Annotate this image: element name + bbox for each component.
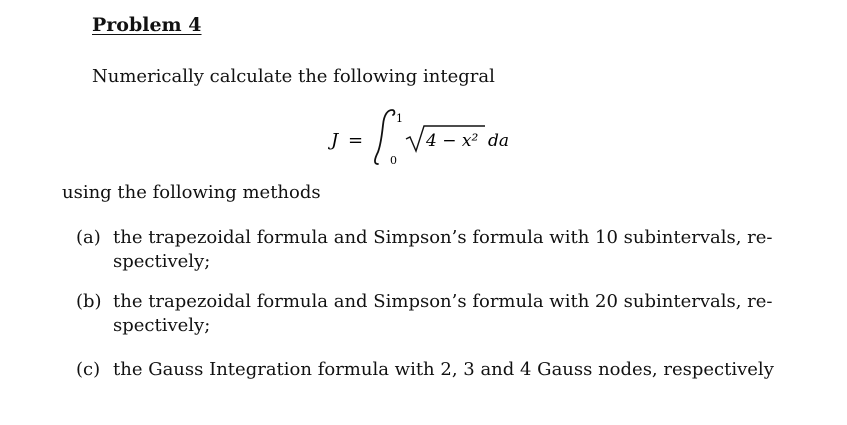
equation-equals: = xyxy=(348,130,364,151)
method-label-c: (c) xyxy=(76,359,101,380)
method-a-line-2: spectively; xyxy=(113,251,211,272)
method-c-line-1: the Gauss Integration formula with 2, 3 and 4 Gauss nodes, respectively xyxy=(113,359,774,380)
method-item-c xyxy=(76,358,796,382)
methods-lead: using the following methods xyxy=(62,182,321,203)
equation-lhs: J xyxy=(331,130,339,151)
integral-differential: da xyxy=(488,131,510,151)
method-b-line-1: the trapezoidal formula and Simpson’s formula with 20 subintervals, re- xyxy=(113,291,773,312)
problem-title: Problem 4 xyxy=(92,14,202,36)
integral-lower-limit: 0 xyxy=(390,154,397,167)
integral-equation xyxy=(320,104,560,172)
method-item-a xyxy=(76,226,796,274)
method-text-c xyxy=(113,358,796,382)
method-b-line-2: spectively; xyxy=(113,315,211,336)
problem-intro: Numerically calculate the following integral xyxy=(92,66,495,87)
method-label-a: (a) xyxy=(76,227,101,248)
method-text-b xyxy=(113,290,796,338)
method-item-b xyxy=(76,290,796,338)
method-label-b: (b) xyxy=(76,291,102,312)
integral-equation-svg xyxy=(320,104,560,172)
integrand-radicand: 4 − x² xyxy=(426,131,479,151)
method-a-line-1: the trapezoidal formula and Simpson’s formula with 10 subintervals, re- xyxy=(113,227,773,248)
integral-upper-limit: 1 xyxy=(396,112,403,125)
method-text-a xyxy=(113,226,796,274)
